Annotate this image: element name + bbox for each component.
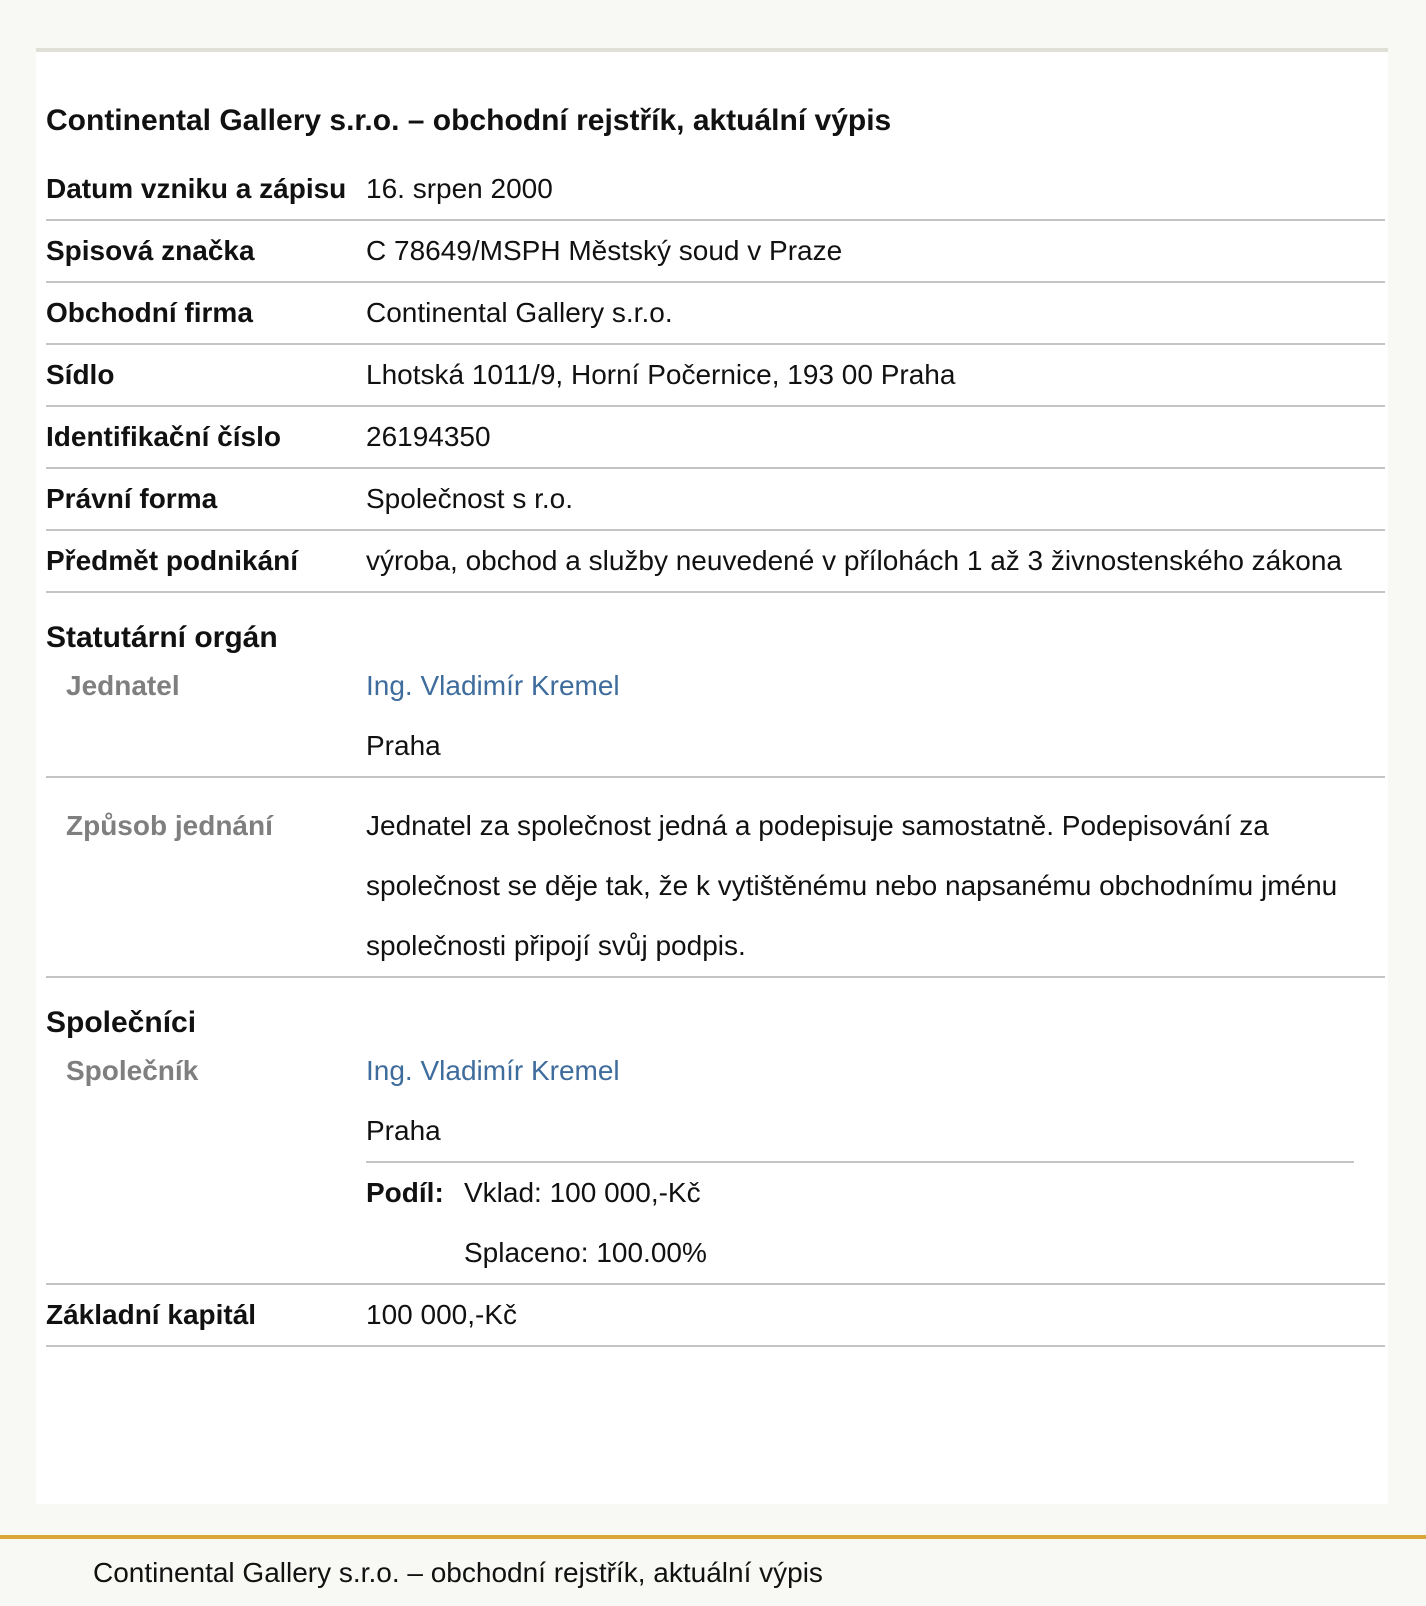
share-values — [464, 1163, 707, 1283]
share-splaceno: Splaceno: 100.00% — [464, 1237, 707, 1268]
row-predmet-podnikani — [46, 531, 1385, 593]
spolecnik-name-link[interactable]: Ing. Vladimír Kremel — [366, 1055, 620, 1086]
label-pravni-forma: Právní forma — [46, 483, 218, 514]
share-block — [366, 1161, 1354, 1283]
row-spisova-znacka — [46, 221, 1385, 283]
section-title-spolecnici: Společníci — [46, 1006, 197, 1039]
spolecnik-city: Praha — [366, 1115, 441, 1146]
footer-title: Continental Gallery s.r.o. – obchodní rejstřík, aktuální výpis — [93, 1557, 823, 1588]
section-title-statutarni-organ: Statutární orgán — [46, 621, 278, 654]
value-pravni-forma: Společnost s r.o. — [366, 483, 574, 514]
page-title: Continental Gallery s.r.o. – obchodní rejstřík, aktuální výpis — [46, 104, 892, 137]
label-sidlo: Sídlo — [46, 359, 115, 390]
label-predmet-podnikani: Předmět podnikání — [46, 545, 299, 576]
value-identifikacni-cislo: 26194350 — [366, 421, 491, 452]
row-zakladni-kapital — [46, 1285, 1385, 1347]
label-spisova-znacka: Spisová značka — [46, 235, 255, 266]
share-label: Podíl: — [366, 1177, 444, 1208]
share-vklad: Vklad: 100 000,-Kč — [464, 1177, 701, 1208]
label-jednatel: Jednatel — [66, 670, 180, 701]
row-spolecnik — [46, 1041, 1385, 1285]
registry-content — [46, 52, 1385, 1347]
value-spolecnik — [366, 1041, 1385, 1283]
row-jednatel — [46, 656, 1385, 778]
value-zpusob-jednani: Jednatel za společnost jedná a podepisuje samostatně. Podepisování za společnost se děje tak, že k vytištěnému nebo napsanému obchodnímu jménu společnosti připojí svůj podpis. — [366, 810, 1338, 961]
jednatel-name-link[interactable]: Ing. Vladimír Kremel — [366, 670, 620, 701]
value-zakladni-kapital: 100 000,-Kč — [366, 1299, 517, 1330]
value-obchodni-firma: Continental Gallery s.r.o. — [366, 297, 673, 328]
value-jednatel — [366, 656, 1385, 776]
label-zakladni-kapital: Základní kapitál — [46, 1299, 257, 1330]
row-obchodni-firma — [46, 283, 1385, 345]
row-sidlo — [46, 345, 1385, 407]
value-datum-vzniku: 16. srpen 2000 — [366, 173, 553, 204]
row-identifikacni-cislo — [46, 407, 1385, 469]
registry-card — [36, 48, 1388, 1504]
row-zpusob-jednani — [46, 778, 1385, 978]
value-spisova-znacka: C 78649/MSPH Městský soud v Praze — [366, 235, 843, 266]
label-obchodni-firma: Obchodní firma — [46, 297, 253, 328]
value-predmet-podnikani: výroba, obchod a služby neuvedené v přílohách 1 až 3 živnostenského zákona — [366, 545, 1342, 576]
label-zpusob-jednani: Způsob jednání — [66, 810, 273, 841]
row-datum-vzniku — [46, 159, 1385, 221]
label-spolecnik: Společník — [66, 1055, 199, 1086]
page-footer — [0, 1535, 1426, 1606]
value-sidlo: Lhotská 1011/9, Horní Počernice, 193 00 Praha — [366, 359, 956, 390]
row-pravni-forma — [46, 469, 1385, 531]
label-identifikacni-cislo: Identifikační číslo — [46, 421, 281, 452]
jednatel-city: Praha — [366, 730, 441, 761]
label-datum-vzniku: Datum vzniku a zápisu — [46, 173, 347, 204]
